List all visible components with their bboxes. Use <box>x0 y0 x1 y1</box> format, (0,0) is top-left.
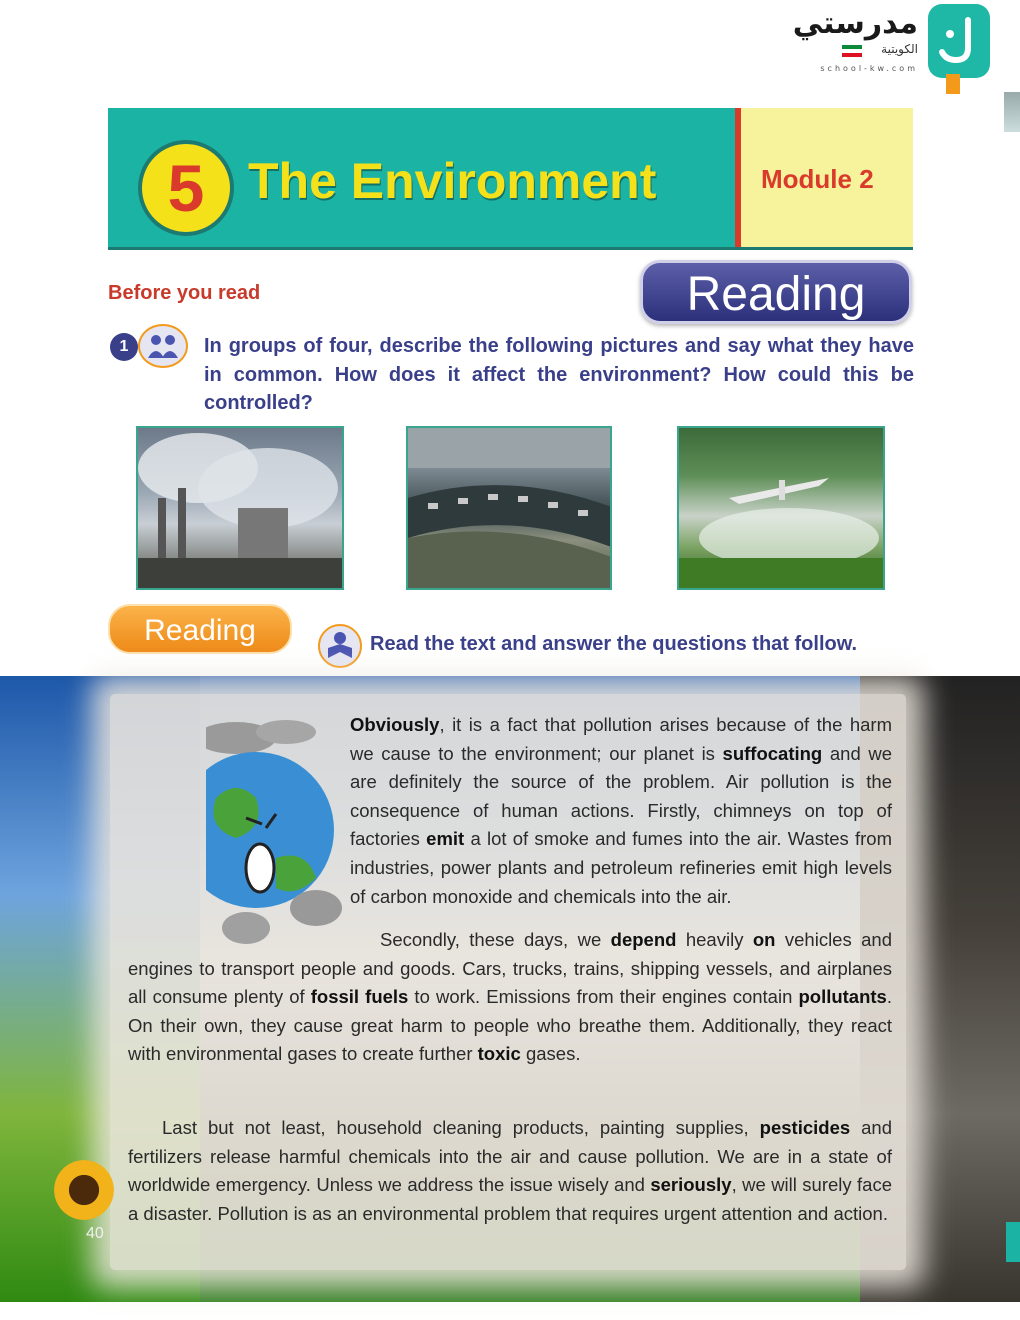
kuwait-flag-icon <box>842 45 862 57</box>
reading-book-icon <box>318 624 362 668</box>
school-logo <box>750 4 990 96</box>
page-edge-tab <box>1006 1222 1020 1262</box>
unit-title: The Environment <box>248 153 657 209</box>
paragraph-text: gases. <box>520 1043 581 1065</box>
crop-duster-photo <box>677 426 885 590</box>
paragraph-text: and we are definitely the source of the problem. Air pollution is the consequence of human actions. Firstly, chimneys on top of factories <box>350 742 892 850</box>
vocab-word: fossil fuels <box>310 986 409 1008</box>
traffic-jam-photo <box>406 426 612 590</box>
group-work-icon <box>138 324 188 368</box>
logo-url: school-kw.com <box>820 64 918 73</box>
task-instruction: In groups of four, describe the following pictures and say what they have in common. How does it affect the environment? How could this be controlled? <box>204 335 914 414</box>
paragraph-text: , we will surely face a disaster. Pollution is as an environmental problem that requires urgent attention and action. <box>128 1174 893 1224</box>
paragraph-text: Secondly, these days, we <box>380 929 611 950</box>
task-number: 1 <box>110 333 138 361</box>
paragraph-text: heavily <box>676 929 753 950</box>
vocab-word: pollutants <box>798 986 887 1008</box>
vocab-word: suffocating <box>722 742 823 764</box>
paragraph-text: . On their own, they cause great harm to people who breathe them. Additionally, they react with environmental gases to create further <box>128 986 892 1065</box>
paragraph-text: and fertilizers release harmful chemicals into the air and cause pollution. We are in a state of worldwide emergency. Unless we address the issue wisely and <box>128 1117 893 1196</box>
vocab-word: depend <box>610 929 677 950</box>
suffocating-earth-icon <box>206 718 346 948</box>
paragraph-text: a lot of smoke and fumes into the air. Wastes from industries, power plants and petroleum refineries emit high levels of carbon monoxide and chemicals into the air. <box>350 828 892 907</box>
page-number: 40 <box>86 1225 104 1242</box>
paragraph-text: to work. Emissions from their engines contain <box>408 986 799 1008</box>
unit-number: 5 <box>167 151 205 225</box>
unit-banner <box>108 108 913 250</box>
sunflower-icon <box>54 1160 114 1220</box>
module-label: Module 2 <box>761 164 874 194</box>
factory-smoke-photo <box>136 426 344 590</box>
vocab-word: seriously <box>650 1174 732 1196</box>
unit-number-badge <box>138 140 234 236</box>
paragraph-1 <box>350 711 892 911</box>
logo-arabic-sub: الكويتية <box>881 42 918 56</box>
vocab-word: pesticides <box>759 1117 851 1138</box>
section-heading: Before you read <box>108 282 261 304</box>
reading-subheading: Reading <box>144 614 256 647</box>
module-panel <box>735 108 913 247</box>
vocab-word: on <box>752 929 776 950</box>
paragraph-text: vehicles and engines to transport people and goods. Cars, trucks, trains, shipping vessels, and airplanes all consume plenty of <box>128 929 892 1008</box>
vocab-word: toxic <box>477 1043 521 1065</box>
vocab-word: Obviously <box>350 714 440 735</box>
reading-heading-pill <box>640 260 912 324</box>
paragraph-2 <box>128 926 892 1069</box>
logo-icon <box>928 4 990 78</box>
logo-arabic-name: مدرستي <box>792 6 918 41</box>
paragraph-text: , it is a fact that pollution arises because of the harm we cause to the environment; our planet is <box>350 714 892 764</box>
reading-heading: Reading <box>686 268 866 321</box>
vocab-word: emit <box>426 828 465 850</box>
reading-subheading-pill <box>108 604 292 654</box>
reading-instruction: Read the text and answer the questions that follow. <box>370 633 858 655</box>
page-edge-strip <box>1004 92 1020 132</box>
paragraph-text: Last but not least, household cleaning products, painting supplies, <box>162 1117 760 1138</box>
paragraph-3 <box>128 1114 892 1228</box>
